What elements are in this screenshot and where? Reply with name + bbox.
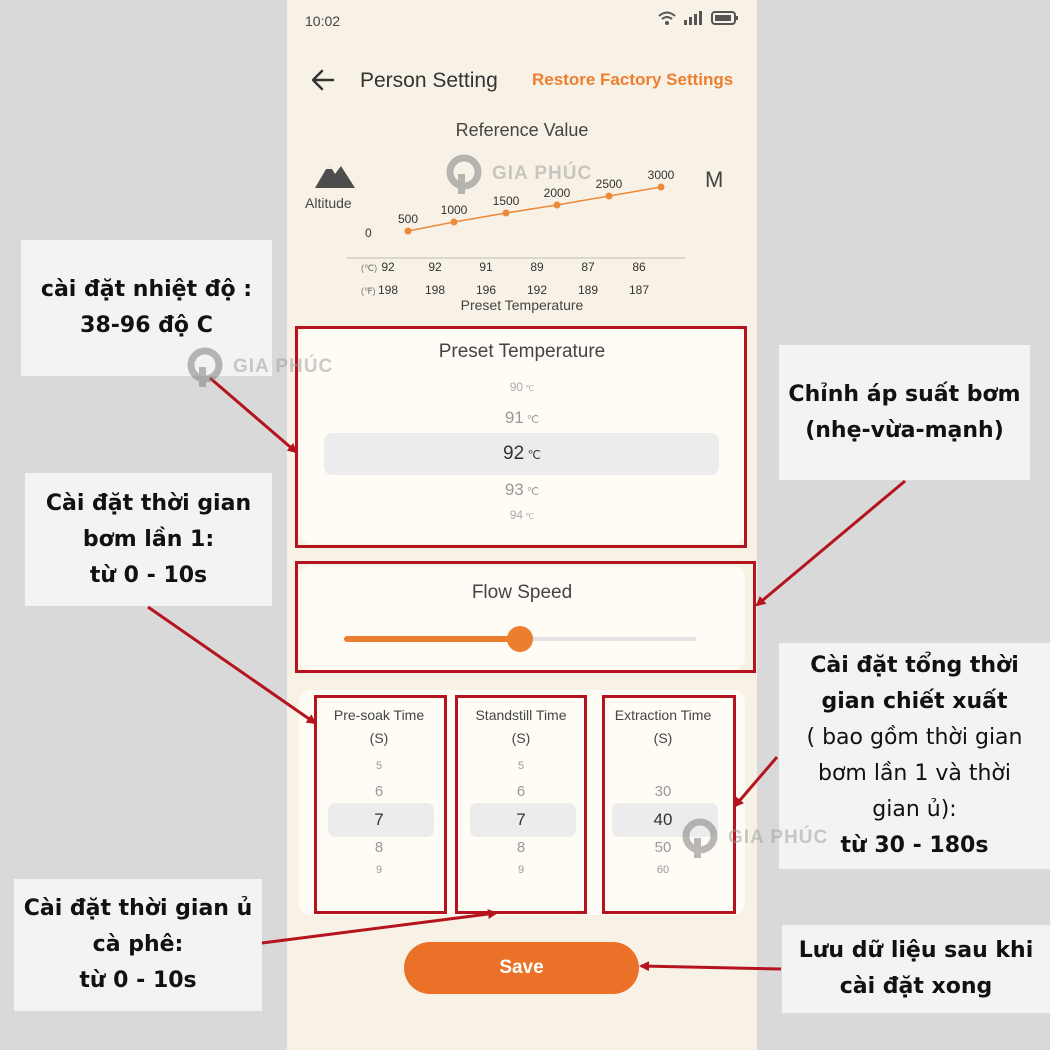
note-line: 38-96 độ C — [80, 313, 213, 338]
extraction-title: Extraction Time — [614, 707, 712, 723]
reference-title: Reference Value — [455, 120, 589, 140]
watermark-text: GIA PHÚC — [728, 827, 829, 848]
note-line: Chỉnh áp suất bơm — [788, 381, 1021, 407]
save-button[interactable]: Save — [404, 942, 639, 994]
time-option[interactable]: 9 — [375, 864, 383, 876]
restore-factory-button[interactable]: Restore Factory Settings — [532, 70, 734, 89]
watermark-logo-icon — [185, 345, 229, 389]
arrow-save — [641, 966, 781, 969]
time-option[interactable]: 50 — [654, 839, 672, 856]
altitude-label: 1500 — [492, 194, 520, 208]
note-line: (nhẹ-vừa-mạnh) — [805, 417, 1004, 443]
temperature-option[interactable]: 91 ℃ — [504, 408, 540, 427]
note-line: Cài đặt thời gian ủ — [23, 896, 253, 921]
fahrenheit-value: 198 — [424, 283, 446, 297]
note-line: gian ủ): — [872, 797, 957, 822]
temperature-option[interactable]: 90 ℃ — [509, 380, 535, 394]
time-option[interactable]: 8 — [374, 839, 384, 856]
note-line: từ 30 - 180s — [840, 833, 989, 858]
fahrenheit-value: 198 — [377, 283, 399, 297]
note-line: từ 0 - 10s — [89, 562, 208, 588]
temperature-option[interactable]: 94 ℃ — [509, 508, 535, 522]
watermark — [444, 152, 592, 196]
arrow-extraction — [735, 757, 777, 806]
celsius-value: 92 — [381, 260, 395, 274]
temperature-option[interactable]: 93 ℃ — [504, 480, 540, 499]
watermark-text: GIA PHÚC — [492, 163, 593, 184]
note-line: cà phê: — [92, 932, 184, 957]
presoak-title: Pre-soak Time — [333, 707, 425, 723]
fahrenheit-value: 187 — [628, 283, 650, 297]
standstill-title: Standstill Time — [475, 707, 567, 723]
time-option[interactable]: 60 — [656, 864, 670, 876]
note-line: bơm lần 1 và thời — [817, 761, 1011, 786]
extraction-unit: (S) — [653, 730, 673, 746]
standstill-unit: (S) — [511, 730, 531, 746]
fahrenheit-value: 192 — [526, 283, 548, 297]
arrow-pressure — [757, 481, 905, 605]
preset-temperature-title: Preset Temperature — [438, 341, 606, 362]
note-line: bơm lần 1: — [82, 526, 215, 552]
note-line: từ 0 - 10s — [79, 968, 197, 993]
note-line: Lưu dữ liệu sau khi — [798, 938, 1034, 963]
altitude-label: 500 — [397, 212, 419, 226]
temperature-option-selected[interactable]: 92 ℃ — [503, 443, 541, 464]
chart-zero-label: 0 — [365, 226, 372, 240]
altitude-label: 2000 — [543, 186, 571, 200]
presoak-unit: (S) — [369, 730, 389, 746]
arrow-soak — [262, 913, 496, 943]
note-line: gian chiết xuất — [821, 689, 1008, 714]
watermark-text: GIA PHÚC — [233, 356, 334, 377]
note-line: cài đặt nhiệt độ : — [40, 277, 253, 302]
watermark — [185, 345, 333, 389]
arrow-pump1 — [148, 607, 315, 723]
time-option[interactable]: 5 — [517, 760, 525, 772]
page-title: Person Setting — [360, 69, 498, 92]
fahrenheit-value: 196 — [475, 283, 497, 297]
fahrenheit-value: 189 — [577, 283, 599, 297]
note-line: Cài đặt tổng thời — [810, 653, 1019, 678]
time-option[interactable]: 6 — [516, 783, 526, 800]
altitude-label: Altitude — [305, 195, 352, 211]
time-option[interactable]: 5 — [375, 760, 383, 772]
time-option-selected[interactable]: 7 — [516, 810, 526, 829]
watermark-logo-icon — [444, 152, 488, 196]
time-option-selected[interactable]: 40 — [653, 810, 673, 829]
altitude-unit: M — [705, 167, 724, 192]
arrow-temperature — [210, 378, 296, 452]
flow-speed-title: Flow Speed — [471, 582, 573, 603]
celsius-value: 86 — [632, 260, 646, 274]
altitude-label: 3000 — [647, 168, 675, 182]
altitude-label: 1000 — [440, 203, 468, 217]
time-option[interactable]: 6 — [374, 783, 384, 800]
watermark — [680, 816, 828, 860]
celsius-value: 87 — [581, 260, 595, 274]
time-option[interactable]: 9 — [517, 864, 525, 876]
time-option-selected[interactable]: 7 — [374, 810, 384, 829]
note-line: Cài đặt thời gian — [45, 490, 252, 516]
time-option[interactable]: 8 — [516, 839, 526, 856]
celsius-value: 92 — [428, 260, 442, 274]
celsius-value: 91 — [479, 260, 493, 274]
celsius-value: 89 — [530, 260, 544, 274]
time-option[interactable]: 30 — [654, 783, 672, 800]
chart-caption: Preset Temperature — [460, 297, 584, 313]
status-time: 10:02 — [305, 13, 341, 29]
celsius-unit: (℃) — [361, 263, 378, 273]
fahrenheit-unit: (℉) — [361, 286, 376, 296]
note-line: ( bao gồm thời gian — [806, 725, 1023, 750]
note-line: cài đặt xong — [839, 974, 993, 999]
watermark-logo-icon — [680, 816, 724, 860]
altitude-label: 2500 — [595, 177, 623, 191]
